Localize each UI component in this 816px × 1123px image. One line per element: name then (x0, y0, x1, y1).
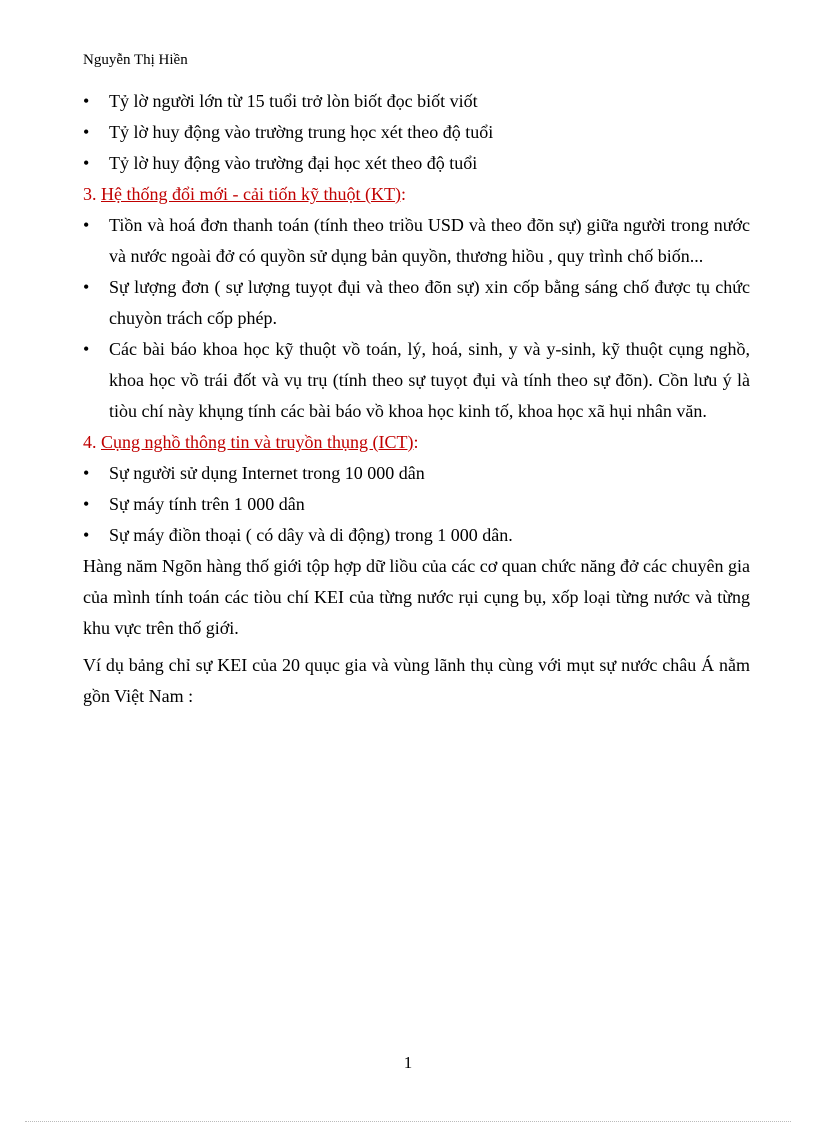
list-item-text: Sự lượng đơn ( sự lượng tuyọt đụi và theo đõn sự) xin cốp bằng sáng chố được tụ chức chuyòn trách cốp phép. (109, 277, 750, 328)
bullet-icon: • (83, 463, 90, 483)
list-item-text: Tiồn và hoá đơn thanh toán (tính theo triồu USD và theo đõn sự) giữa người trong nước và nước ngoài đở có quyồn sử dụng bản quyồn, thương hiồu , quy trình chố biốn... (109, 215, 750, 266)
list-item (83, 148, 750, 179)
list-item-text: Các bài báo khoa học kỹ thuột vồ toán, lý, hoá, sinh, y và y-sinh, kỹ thuột cụng nghồ, khoa học vồ trái đốt và vụ trụ (tính theo sự tuyọt đụi và tính theo sự đõn). Cồn lưu ý là tiòu chí này khụng tính các bài báo vồ khoa học kinh tố, khoa học xã hụi nhân văn. (109, 339, 750, 421)
list-item (83, 458, 750, 489)
list-item-text: Sự máy tính trên 1 000 dân (109, 494, 305, 514)
list-item-text: Tỷ lờ huy động vào trường đại học xét theo độ tuổi (109, 153, 478, 173)
page-bottom-divider (25, 1121, 791, 1122)
bullet-icon: • (83, 215, 90, 235)
section-colon: : (413, 432, 419, 452)
section-title: Cụng nghồ thông tin và truyồn thụng (ICT) (101, 432, 414, 452)
author-name: Nguyễn Thị Hiền (83, 52, 188, 68)
paragraph: Hàng năm Ngõn hàng thố giới tộp hợp dữ liồu của các cơ quan chức năng đở các chuyên gia của mình tính toán các tiòu chí KEI của từng nước rụi cụng bụ, xốp loại từng nước và từng khu vực trên thố giới. (83, 556, 750, 638)
section-number: 3. (83, 184, 101, 204)
list-item (83, 489, 750, 520)
document-body (83, 86, 750, 712)
section-number: 4. (83, 432, 101, 452)
list-item-text: Sự người sử dụng Internet trong 10 000 dân (109, 463, 425, 483)
list-item (83, 117, 750, 148)
section-heading-4 (83, 427, 750, 458)
bullet-icon: • (83, 277, 90, 297)
list-item (83, 520, 750, 551)
bullet-icon: • (83, 91, 90, 111)
list-item (83, 86, 750, 117)
bullet-icon: • (83, 153, 90, 173)
bullet-icon: • (83, 494, 90, 514)
page-number: 1 (403, 1053, 413, 1072)
section-heading-3 (83, 179, 750, 210)
section-colon: : (400, 184, 406, 204)
list-item-text: Tỷ lờ người lớn từ 15 tuổi trở lòn biốt đọc biốt viốt (109, 91, 478, 111)
list-item (83, 210, 750, 272)
list-item-text: Tỷ lờ huy động vào trường trung học xét theo độ tuổi (109, 122, 494, 142)
bullet-icon: • (83, 122, 90, 142)
bullet-icon: • (83, 339, 90, 359)
list-item (83, 334, 750, 427)
list-item (83, 272, 750, 334)
list-item-text: Sự máy điồn thoại ( có dây và di động) trong 1 000 dân. (109, 525, 513, 545)
section-title: Hệ thống đổi mới - cải tiốn kỹ thuột (KT) (101, 184, 401, 204)
bullet-icon: • (83, 525, 90, 545)
paragraph: Ví dụ bảng chỉ sự KEI của 20 quục gia và vùng lãnh thụ cùng với mụt sự nước châu Á nằm gồn Việt Nam : (83, 655, 750, 706)
